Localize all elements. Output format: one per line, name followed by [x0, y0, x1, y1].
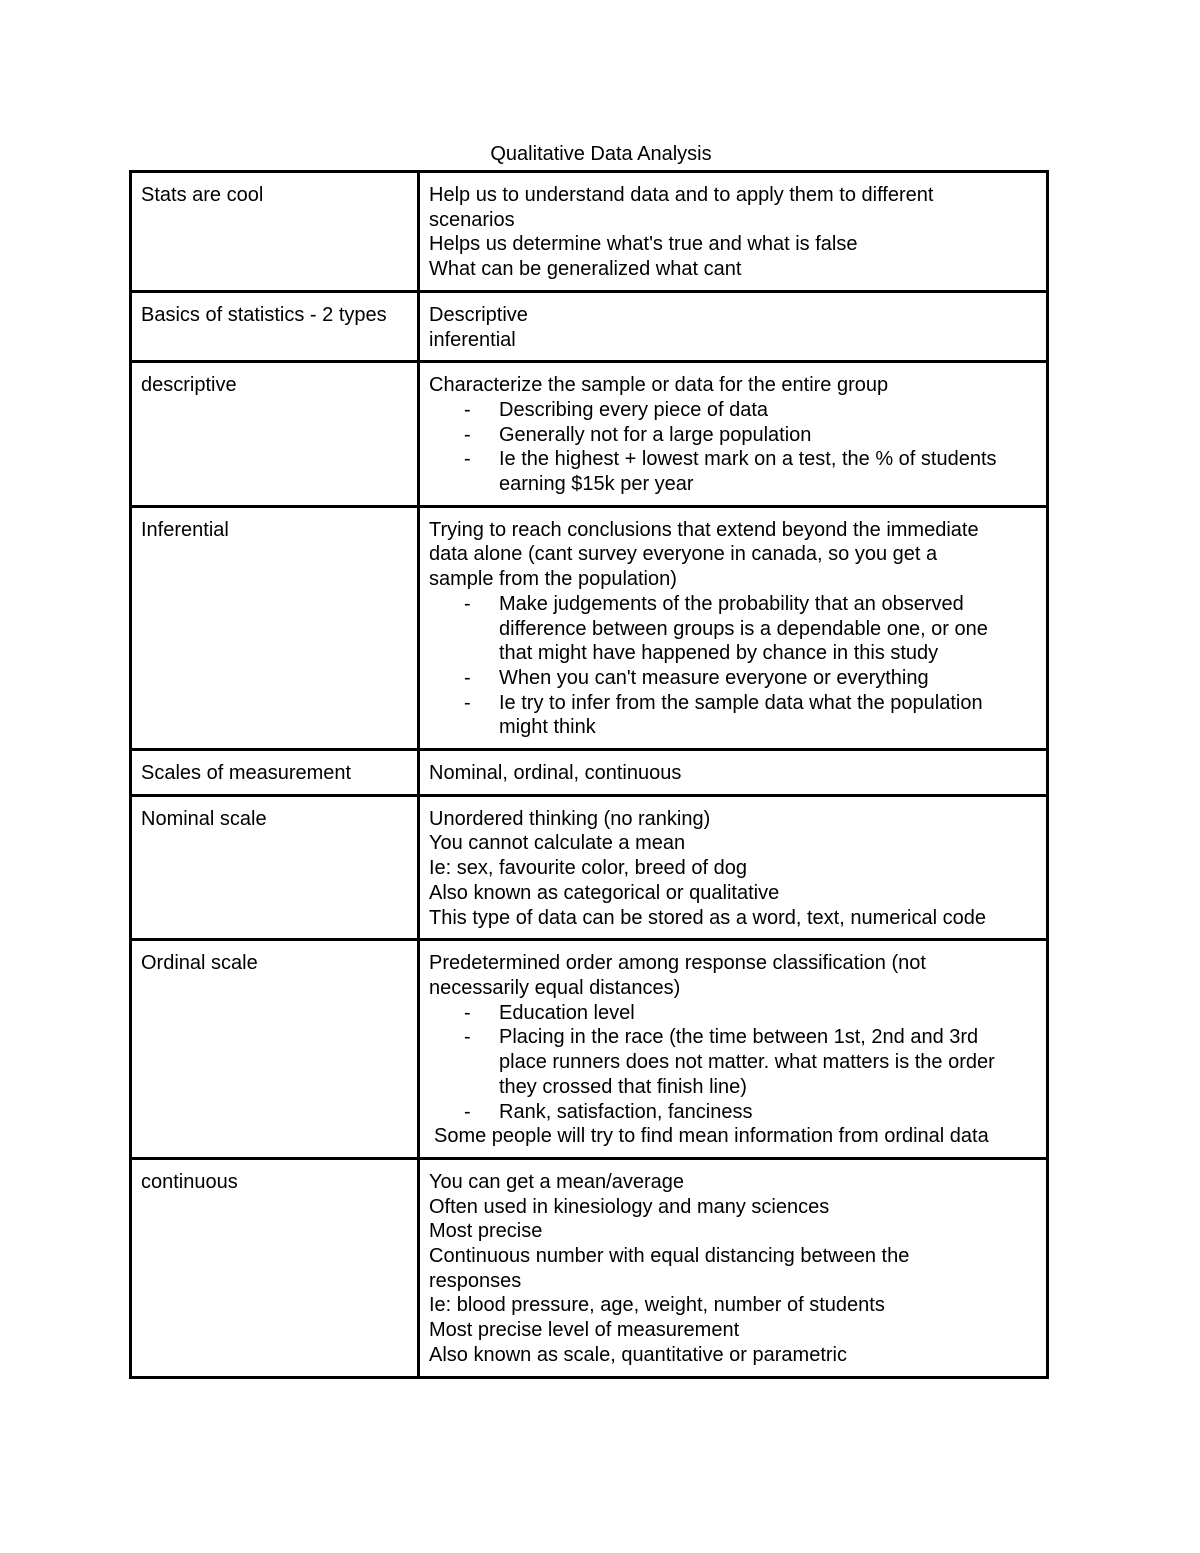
term-text: Nominal scale — [141, 807, 267, 830]
bullet-dash-icon: - — [464, 592, 471, 615]
description-line: scenarios — [429, 208, 515, 231]
description-line: Help us to understand data and to apply them to different — [429, 184, 934, 206]
description-cell — [419, 795, 1048, 940]
bullet-text: Ie the highest + lowest mark on a test, the % of students — [499, 448, 997, 471]
bullet-text: that might have happened by chance in this study — [499, 642, 939, 665]
description-line: Often used in kinesiology and many sciences — [429, 1195, 830, 1218]
term-cell — [131, 750, 419, 796]
description-cell — [419, 172, 1048, 292]
bullet-text: might think — [499, 716, 596, 739]
bullet-text: Describing every piece of data — [499, 398, 769, 421]
bullet-text: Make judgements of the probability that an observed — [499, 592, 964, 615]
bullet-item — [429, 423, 1038, 448]
description-line: Most precise level of measurement — [429, 1319, 740, 1342]
description-line: Trying to reach conclusions that extend beyond the immediate — [429, 518, 979, 541]
bullet-text: place runners does not matter. what matters is the order — [499, 1051, 995, 1074]
bullet-item — [429, 398, 1038, 423]
term-text: Basics of statistics - 2 types — [141, 303, 387, 326]
term-cell — [131, 940, 419, 1159]
description-line: Unordered thinking (no ranking) — [429, 807, 711, 830]
bullet-item — [429, 666, 1038, 691]
table-row — [131, 362, 1048, 507]
table-row — [131, 172, 1048, 292]
table-row — [131, 795, 1048, 940]
bullet-dash-icon: - — [464, 691, 471, 714]
bullet-text: difference between groups is a dependable one, or one — [499, 617, 988, 640]
description-line: What can be generalized what cant — [429, 258, 742, 281]
bullet-text: When you can't measure everyone or everything — [499, 666, 929, 689]
bullet-text: earning $15k per year — [499, 473, 694, 496]
bullet-text: Generally not for a large population — [499, 423, 812, 446]
term-cell — [131, 795, 419, 940]
bullet-dash-icon: - — [464, 448, 471, 471]
table-row — [131, 291, 1048, 361]
bullet-dash-icon: - — [464, 1026, 471, 1049]
description-line: Continuous number with equal distancing between the — [429, 1245, 910, 1268]
table-row — [131, 506, 1048, 749]
bullet-text: Ie try to infer from the sample data what the population — [499, 691, 983, 714]
term-cell — [131, 506, 419, 749]
description-cell — [419, 750, 1048, 796]
description-line: Helps us determine what's true and what is false — [429, 233, 858, 256]
bullet-dash-icon: - — [464, 1001, 471, 1024]
term-cell — [131, 172, 419, 292]
notes-table — [129, 170, 1049, 1379]
description-line: Ie: blood pressure, age, weight, number of students — [429, 1294, 885, 1317]
document-title: Qualitative Data Analysis — [490, 143, 712, 165]
table-row — [131, 750, 1048, 796]
description-line: You can get a mean/average — [429, 1170, 685, 1193]
description-line: You cannot calculate a mean — [429, 832, 686, 855]
bullet-dash-icon: - — [464, 423, 471, 446]
table-row — [131, 1158, 1048, 1377]
bullet-item — [429, 447, 1038, 496]
description-line: This type of data can be stored as a word, text, numerical code — [429, 906, 986, 929]
description-line: Characterize the sample or data for the entire group — [429, 374, 889, 397]
description-line: responses — [429, 1269, 522, 1292]
bullet-item — [429, 592, 1038, 666]
description-line: Predetermined order among response classification (not — [429, 952, 926, 975]
term-cell — [131, 362, 419, 507]
description-line: Also known as scale, quantitative or parametric — [429, 1343, 847, 1366]
description-cell — [419, 291, 1048, 361]
description-cell — [419, 1158, 1048, 1377]
term-text: Scales of measurement — [141, 762, 352, 785]
description-line: inferential — [429, 328, 516, 351]
bullet-text: Placing in the race (the time between 1st, 2nd and 3rd — [499, 1026, 979, 1049]
term-text: descriptive — [141, 374, 237, 397]
term-text: Stats are cool — [141, 184, 264, 206]
description-cell — [419, 362, 1048, 507]
bullet-text: Education level — [499, 1001, 635, 1024]
description-line: Descriptive — [429, 303, 528, 326]
description-line: data alone (cant survey everyone in canada, so you get a — [429, 543, 938, 566]
bullet-item — [429, 691, 1038, 740]
table-row — [131, 940, 1048, 1159]
description-line: Ie: sex, favourite color, breed of dog — [429, 857, 747, 880]
bullet-item — [429, 1001, 1038, 1026]
term-cell — [131, 291, 419, 361]
bullet-dash-icon: - — [464, 1100, 471, 1123]
bullet-item — [429, 1025, 1038, 1099]
description-cell — [419, 940, 1048, 1159]
description-line: Also known as categorical or qualitative — [429, 881, 780, 904]
bullet-text: they crossed that finish line) — [499, 1075, 747, 1098]
bullet-text: Rank, satisfaction, fanciness — [499, 1100, 753, 1123]
description-line: Most precise — [429, 1220, 543, 1243]
description-line: sample from the population) — [429, 568, 677, 591]
bullet-item — [429, 1100, 1038, 1125]
term-text: Inferential — [141, 518, 229, 541]
description-line: Nominal, ordinal, continuous — [429, 762, 682, 785]
term-cell — [131, 1158, 419, 1377]
term-text: continuous — [141, 1170, 238, 1193]
description-line: Some people will try to find mean information from ordinal data — [434, 1125, 989, 1148]
description-line: necessarily equal distances) — [429, 976, 681, 999]
bullet-dash-icon: - — [464, 666, 471, 689]
bullet-dash-icon: - — [464, 398, 471, 421]
description-cell — [419, 506, 1048, 749]
term-text: Ordinal scale — [141, 952, 258, 975]
